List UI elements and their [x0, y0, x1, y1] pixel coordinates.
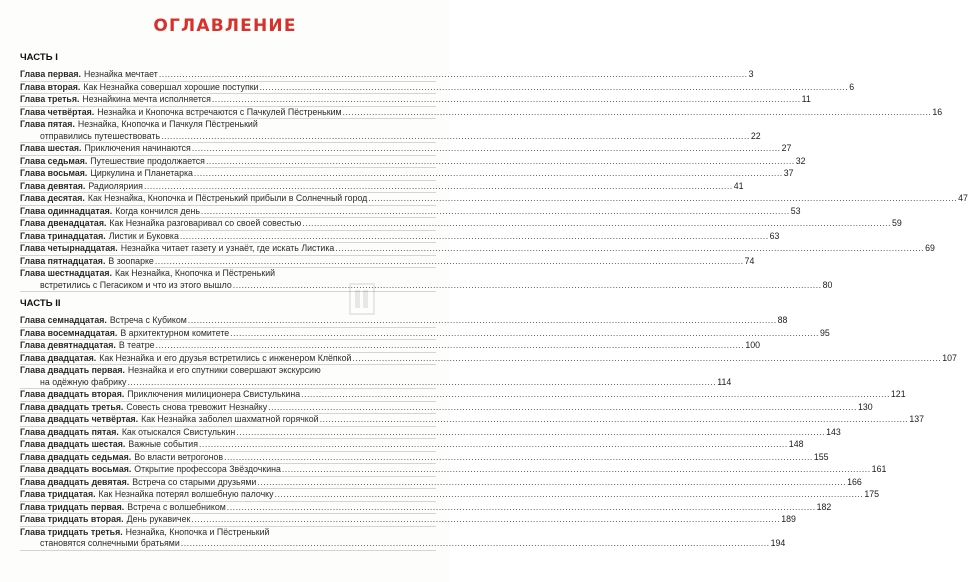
dot-leader: ........................................................................................................................................................................................................	[127, 376, 717, 387]
part-heading: ЧАСТЬ I	[20, 52, 58, 63]
toc-entry-line	[20, 230, 780, 243]
page-number: 155	[813, 451, 829, 462]
chapter-title: Как Незнайка заболел шахматной горячкой	[141, 414, 319, 424]
dot-leader: ........................................................................................................................................................................................................	[268, 401, 857, 412]
page-number: 16	[932, 106, 943, 117]
dot-leader: ........................................................................................................................................................................................................	[158, 69, 748, 79]
chapter-title: Циркулина и Планетарка	[90, 168, 193, 178]
toc-entry-line	[20, 218, 902, 230]
page-number: 182	[816, 501, 832, 512]
page-number: 130	[857, 401, 873, 412]
toc-entry-line	[20, 414, 925, 426]
dot-leader: ........................................................................................................................................................................................................	[143, 180, 733, 191]
chapter-title: Незнайка читает газету и узнаёт, где искать Листика	[120, 243, 335, 253]
toc-entry	[20, 451, 829, 465]
chapter-title: Как Незнайка совершал хорошие поступки	[83, 81, 259, 92]
page-number: 37	[783, 168, 794, 178]
dot-leader: ........................................................................................................................................................................................................	[187, 315, 777, 325]
chapter-label: Глава седьмая.	[20, 155, 88, 166]
dot-leader: ........................................................................................................................................................................................................	[191, 514, 781, 524]
page-number: 47	[958, 193, 968, 203]
chapter-label: Глава двадцать седьмая.	[20, 451, 132, 462]
toc-entry	[20, 389, 906, 402]
toc-entry	[20, 205, 801, 219]
chapter-label: Глава двадцать первая.	[20, 365, 125, 375]
toc-list	[20, 69, 968, 292]
toc-entry	[20, 501, 832, 515]
toc-entry	[20, 143, 792, 156]
chapter-title: Совесть снова тревожит Незнайку	[126, 401, 268, 412]
toc-entry-line	[20, 489, 879, 501]
dot-leader: ........................................................................................................................................................................................................	[154, 255, 744, 266]
page-number: 63	[769, 230, 780, 241]
toc-entry-line	[20, 376, 732, 389]
chapter-label: Глава тридцатая.	[20, 489, 96, 499]
page-number: 194	[770, 538, 786, 548]
page-number: 107	[942, 352, 957, 363]
toc-entry	[20, 155, 806, 169]
toc-entry	[20, 401, 873, 415]
dot-leader: ........................................................................................................................................................................................................	[281, 464, 871, 474]
toc-entry	[20, 327, 830, 341]
page-number: 143	[826, 426, 841, 437]
toc-entry-line	[20, 451, 829, 464]
page-number: 114	[717, 376, 732, 387]
chapter-label: Глава тридцать вторая.	[20, 514, 124, 524]
chapter-title: Приключения милиционера Свистулькина	[127, 389, 301, 399]
chapter-label: Глава пятнадцатая.	[20, 255, 106, 266]
page-number: 74	[744, 255, 755, 266]
dot-leader: ........................................................................................................................................................................................................	[319, 414, 909, 424]
dot-leader: ........................................................................................................................................................................................................	[352, 352, 942, 363]
chapter-label: Глава восьмая.	[20, 168, 88, 178]
chapter-title: Как Незнайка, Кнопочка и Пёстренький прибыли в Солнечный город	[87, 193, 368, 203]
toc-entry-line	[20, 255, 755, 268]
toc-entry	[20, 94, 811, 107]
toc-list	[20, 315, 957, 551]
dot-leader: ........................................................................................................................................................................................................	[257, 476, 847, 487]
dot-leader: ........................................................................................................................................................................................................	[232, 279, 822, 290]
toc-entry-line	[20, 352, 957, 365]
toc-entry	[20, 230, 780, 244]
toc-entry-line	[20, 130, 761, 143]
chapter-title: Во власти ветрогонов	[134, 451, 224, 462]
chapter-title: Незнайка, Кнопочка и Пачкуля Пёстренький	[77, 119, 258, 129]
page-number: 59	[892, 218, 902, 228]
page-number: 27	[781, 143, 792, 153]
toc-entry	[20, 526, 786, 551]
chapter-title: Приключения начинаются	[84, 143, 191, 153]
toc-entry-line	[20, 243, 935, 255]
chapter-label: Глава шестнадцатая.	[20, 268, 112, 278]
page-number: 166	[847, 476, 862, 487]
toc-entry	[20, 81, 855, 95]
dot-leader: ........................................................................................................................................................................................................	[259, 81, 849, 92]
page-number: 22	[750, 130, 761, 141]
dot-leader: ........................................................................................................................................................................................................	[180, 538, 770, 548]
chapter-title: Как Незнайка и его друзья встретились с инженером Клёпкой	[99, 352, 352, 363]
chapter-title: День рукавичек	[126, 514, 191, 524]
chapter-label: Глава девятнадцатая.	[20, 340, 116, 350]
chapter-label: Глава третья.	[20, 94, 80, 104]
watermark-icon	[348, 282, 376, 316]
dot-leader: ........................................................................................................................................................................................................	[205, 155, 795, 166]
page-number: 32	[795, 155, 806, 166]
toc-entry-line	[20, 69, 754, 81]
toc-entry-line	[20, 155, 806, 168]
toc-entry-line	[20, 501, 832, 514]
chapter-label: Глава двадцать третья.	[20, 401, 124, 412]
page-number: 148	[788, 439, 804, 449]
toc-entry-line	[20, 106, 943, 119]
toc-entry	[20, 106, 943, 120]
chapter-label: Глава двенадцатая.	[20, 218, 107, 228]
page-number: 175	[864, 489, 879, 499]
chapter-title: Как отыскался Свистулькин	[121, 426, 236, 437]
toc-entry-line	[20, 180, 744, 193]
page-number: 189	[781, 514, 796, 524]
dot-leader: ........................................................................................................................................................................................................	[274, 489, 864, 499]
chapter-label: Глава девятая.	[20, 180, 86, 191]
toc-entry	[20, 180, 744, 194]
chapter-title: В зоопарке	[108, 255, 154, 266]
chapter-label: Глава тринадцатая.	[20, 230, 106, 241]
toc-entry-line	[20, 426, 841, 439]
chapter-label: Глава двадцать четвёртая.	[20, 414, 139, 424]
toc-entry	[20, 255, 755, 269]
chapter-label: Глава двадцать вторая.	[20, 389, 125, 399]
part-one-section	[20, 52, 968, 292]
chapter-title: Важные события	[128, 439, 198, 449]
toc-entry-line	[20, 205, 801, 218]
page-number: 95	[819, 327, 830, 338]
chapter-label: Глава тридцать третья.	[20, 526, 123, 537]
dot-leader: ........................................................................................................................................................................................................	[200, 205, 790, 216]
toc-entry	[20, 426, 841, 440]
toc-entry	[20, 476, 862, 490]
chapter-title: Встреча с волшебником	[127, 501, 226, 512]
chapter-title-continued: на одёжную фабрику	[40, 376, 127, 387]
chapter-title: Встреча с Кубиком	[109, 315, 187, 325]
dot-leader: ........................................................................................................................................................................................................	[236, 426, 826, 437]
chapter-label: Глава шестая.	[20, 143, 82, 153]
chapter-label: Глава четвёртая.	[20, 106, 95, 117]
toc-entry-line	[20, 143, 792, 155]
toc-entry-line	[20, 119, 436, 131]
page-number: 161	[871, 464, 887, 474]
chapter-label: Глава одиннадцатая.	[20, 205, 113, 216]
toc-entry-line	[20, 527, 436, 539]
page-number: 69	[925, 243, 935, 253]
page-number: 3	[748, 69, 754, 79]
dot-leader: ........................................................................................................................................................................................................	[191, 143, 781, 153]
chapter-title: Открытие профессора Звёздочкина	[134, 464, 281, 474]
toc-entry-line	[20, 340, 760, 352]
chapter-title: В архитектурном комитете	[120, 327, 230, 338]
chapter-label: Глава двадцать девятая.	[20, 476, 130, 487]
toc-entry	[20, 464, 887, 477]
toc-entry	[20, 69, 754, 82]
page-number: 11	[801, 94, 811, 104]
page-title: ОГЛАВЛЕНИЕ	[153, 16, 297, 36]
toc-entry	[20, 168, 794, 181]
toc-entry	[20, 414, 925, 427]
page-number: 53	[790, 205, 801, 216]
chapter-title-continued: встретились с Пегасиком и что из этого вышло	[40, 279, 232, 290]
dot-leader: ........................................................................................................................................................................................................	[335, 243, 925, 253]
chapter-title: Как Незнайка разговаривал со своей совестью	[109, 218, 302, 228]
toc-entry-line	[20, 81, 855, 94]
chapter-label: Глава семнадцатая.	[20, 315, 107, 325]
toc-entry	[20, 340, 760, 353]
chapter-title: Незнайка мечтает	[84, 69, 158, 79]
dot-leader: ........................................................................................................................................................................................................	[342, 106, 932, 117]
chapter-label: Глава первая.	[20, 69, 81, 79]
toc-entry	[20, 514, 796, 527]
toc-entry-line	[20, 268, 436, 280]
chapter-label: Глава восемнадцатая.	[20, 327, 118, 338]
chapter-title: Незнайка и его спутники совершают экскурсию	[127, 365, 321, 375]
toc-entry	[20, 218, 902, 231]
page-number: 80	[822, 279, 833, 290]
toc-entry-line	[20, 514, 796, 526]
dot-leader: ........................................................................................................................................................................................................	[230, 327, 819, 338]
toc-entry-line	[20, 327, 830, 340]
dot-leader: ........................................................................................................................................................................................................	[161, 130, 750, 141]
part-two-section	[20, 298, 957, 551]
toc-entry	[20, 315, 788, 328]
chapter-title-continued: становятся солнечными братьями	[40, 538, 180, 548]
part-heading: ЧАСТЬ II	[20, 298, 61, 309]
toc-entry-line	[20, 538, 786, 550]
dot-leader: ........................................................................................................................................................................................................	[211, 94, 801, 104]
toc-entry	[20, 119, 761, 143]
toc-entry-line	[20, 439, 804, 451]
page-number: 100	[745, 340, 760, 350]
chapter-label: Глава вторая.	[20, 81, 81, 92]
toc-entry-line	[20, 94, 811, 106]
chapter-title: Как Незнайка, Кнопочка и Пёстренький	[114, 268, 276, 278]
dot-leader: ........................................................................................................................................................................................................	[224, 451, 813, 462]
chapter-label: Глава двадцать пятая.	[20, 426, 119, 437]
chapter-title: Незнайкина мечта исполняется	[82, 94, 211, 104]
chapter-title-continued: отправились путешествовать	[40, 130, 161, 141]
toc-entry-line	[20, 476, 862, 489]
toc-entry-line	[20, 193, 968, 205]
dot-leader: ........................................................................................................................................................................................................	[302, 218, 892, 228]
toc-entry-line	[20, 389, 906, 401]
chapter-title: Встреча со старыми друзьями	[132, 476, 257, 487]
page-number: 137	[909, 414, 925, 424]
dot-leader: ........................................................................................................................................................................................................	[301, 389, 890, 399]
chapter-title: Радиоляриия	[88, 180, 143, 191]
dot-leader: ........................................................................................................................................................................................................	[193, 168, 783, 178]
chapter-title: Когда кончился день	[115, 205, 200, 216]
chapter-label: Глава тридцать первая.	[20, 501, 125, 512]
page-number: 6	[849, 81, 855, 92]
dot-leader: ........................................................................................................................................................................................................	[226, 501, 816, 512]
dot-leader: ........................................................................................................................................................................................................	[155, 340, 745, 350]
dot-leader: ........................................................................................................................................................................................................	[368, 193, 958, 203]
dot-leader: ........................................................................................................................................................................................................	[179, 230, 769, 241]
toc-entry	[20, 193, 968, 206]
chapter-title: В театре	[118, 340, 155, 350]
page-number: 88	[777, 315, 788, 325]
toc-entry-line	[20, 365, 436, 377]
chapter-title: Как Незнайка потерял волшебную палочку	[98, 489, 274, 499]
chapter-label: Глава четырнадцатая.	[20, 243, 118, 253]
chapter-label: Глава двадцать шестая.	[20, 439, 126, 449]
toc-entry-line	[20, 401, 873, 414]
chapter-title: Путешествие продолжается	[90, 155, 205, 166]
page-number: 41	[733, 180, 744, 191]
chapter-label: Глава десятая.	[20, 193, 85, 203]
toc-entry-line	[20, 168, 794, 180]
chapter-label: Глава пятая.	[20, 119, 75, 129]
toc-entry-line	[20, 315, 788, 327]
toc-entry	[20, 352, 957, 366]
page-number: 121	[890, 389, 906, 399]
chapter-title: Незнайка, Кнопочка и Пёстренький	[125, 526, 270, 537]
dot-leader: ........................................................................................................................................................................................................	[198, 439, 788, 449]
toc-entry	[20, 439, 804, 452]
toc-entry	[20, 365, 732, 389]
toc-entry	[20, 489, 879, 502]
chapter-title: Незнайка и Кнопочка встречаются с Пачкулей Пёстреньким	[97, 106, 342, 117]
chapter-label: Глава двадцатая.	[20, 352, 97, 363]
toc-entry-line	[20, 464, 887, 476]
chapter-label: Глава двадцать восьмая.	[20, 464, 132, 474]
chapter-title: Листик и Буковка	[108, 230, 179, 241]
toc-entry	[20, 243, 935, 256]
